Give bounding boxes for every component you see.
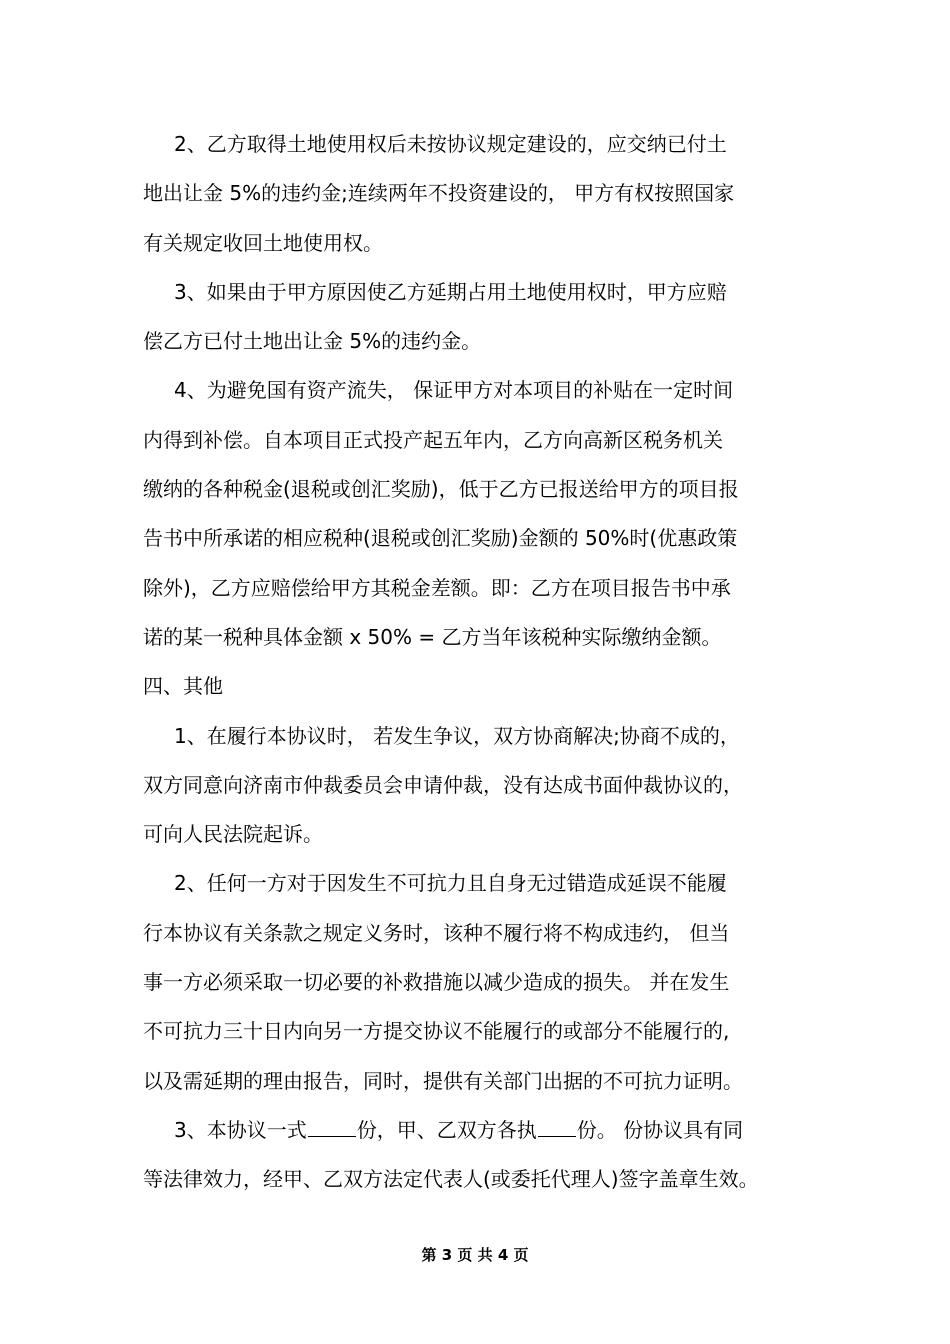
clause-1-dispute [143,712,811,860]
clause-4-subsidy [143,366,811,662]
copies-total-blank [308,1116,356,1137]
section-heading-other [143,662,811,711]
text-line: 缴纳的各种税金(退税或创汇奖励)，低于乙方已报送给甲方的项目报 [143,477,739,502]
text-line: 行本协议有关条款之规定义务时，该种不履行将不构成违约， 但当 [143,920,730,945]
page-footer: 第 3 页 共 4 页 [421,1246,529,1264]
text-line: 以及需延期的理由报告，同时，提供有关部门出据的不可抗力证明。 [143,1068,743,1093]
text-line: 可向人民法院起诉。 [143,822,323,847]
text-line: 有关规定收回土地使用权。 [143,230,383,255]
copies-each-blank [538,1116,576,1137]
clause-2-penalty [143,120,811,268]
clause-text: 份，甲、乙双方各执 [356,1117,537,1142]
text-line: 不可抗力三十日内向另一方提交协议不能履行的或部分不能履行的, [143,1019,730,1044]
text-line: 告书中所承诺的相应税种(退税或创汇奖励)金额的 50%时(优惠政策 [143,526,738,551]
document-body [143,120,811,1205]
clause-text: 份。 份协议具有同 [576,1117,744,1142]
clause-2-force-majeure [143,859,811,1105]
text-line: 4、为避免国有资产流失， 保证甲方对本项目的补贴在一定时间 [174,378,734,403]
text-line: 地出让金 5%的违约金;连续两年不投资建设的， 甲方有权按照国家 [143,181,735,206]
text-line: 除外)，乙方应赔偿给甲方其税金差额。即：乙方在项目报告书中承 [143,575,731,600]
clause-3-delay [143,268,811,367]
text-line: 事一方必须采取一切必要的补救措施以减少造成的损失。 并在发生 [143,970,730,995]
text-line: 2、乙方取得土地使用权后未按协议规定建设的，应交纳已付土 [174,132,727,156]
text-line: 3、如果由于甲方原因使乙方延期占用土地使用权时，甲方应赔 [174,279,727,304]
text-line: 内得到补偿。自本项目正式投产起五年内，乙方向高新区税务机关 [143,427,723,452]
clause-text: 3、本协议一式 [174,1117,307,1142]
text-line: 诺的某一税种具体金额 x 50% = 乙方当年该税种实际缴纳金额。 [143,624,722,649]
text-line: 2、任何一方对于因发生不可抗力且自身无过错造成延误不能履 [174,871,727,896]
text-line [143,1106,811,1155]
clause-3-copies [143,1106,811,1205]
text-line: 1、在履行本协议时， 若发生争议，双方协商解决;协商不成的， [174,723,740,748]
text-line: 等法律效力，经甲、乙双方法定代表人(或委托代理人)签字盖章生效。 [143,1167,759,1192]
text-line: 偿乙方已付土地出让金 5%的违约金。 [143,329,482,354]
text-line: 双方同意向济南市仲裁委员会申请仲裁，没有达成书面仲裁协议的， [143,772,743,797]
section-heading: 四、其他 [143,674,223,699]
